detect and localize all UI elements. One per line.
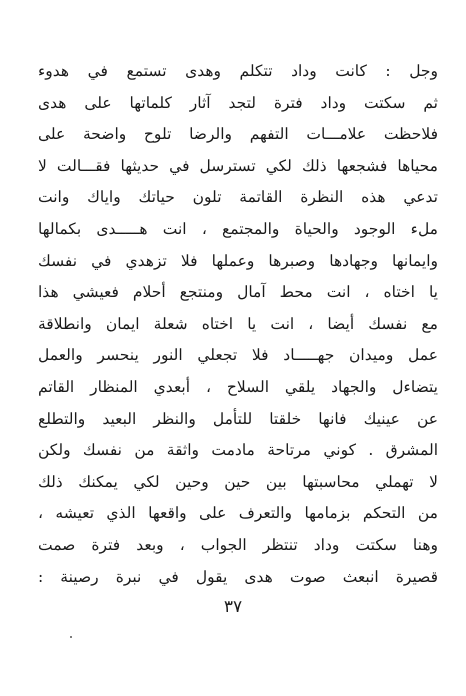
page-number: ٣٧ [223,597,243,617]
text-line: لا تهملي محاسبتها بين حين وحين لكي يمكنك ذلك [38,472,438,491]
text-line: فلاحظت علامـــات التفهم والرضا تلوح واضحة على [38,125,438,144]
paper-speck [70,636,72,638]
text-line: يتضاءل والجهاد يلقي السلاح ، أبعدي المنظار القاتم [38,377,438,396]
body-text [38,56,438,593]
text-line: محياها فشجعها ذلك لكي تسترسل في حديثها فقـــالت لا [38,156,438,175]
text-line: وايمانها وجهادها وصبرها وعملها فلا تزهدي في نفسك [38,251,438,270]
text-line: مع نفسك أيضا ، انت يا اختاه شعلة ايمان وانطلاقة [38,314,438,333]
text-line: المشرق . كوني مرتاحة مادمت واثقة من نفسك ولكن [38,441,438,460]
text-line: وجل : كانت وداد تتكلم وهدى تستمع في هدوء [38,62,438,80]
text-line: تدعي هذه النظرة القاتمة تلون حياتك واياك وانت [38,188,438,207]
text-line: قصيرة انبعث صوت هدى يقول في نبرة رصينة : [38,567,438,586]
text-line: عن عينيك فانها خلقتا للتأمل والنظر البعيد والتطلع [38,409,438,428]
text-line: من التحكم بزمامها والتعرف على واقعها الذي تعيشه ، [38,504,438,523]
text-line: ملء الوجود والحياة والمجتمع ، انت هـــــدى بكمالها [38,219,438,238]
text-line: ثم سكتت وداد فترة لتجد آثار كلماتها على هدى [38,93,438,112]
text-line: يا اختاه ، انت محط آمال ومنتجع أحلام فعيشي هذا [38,283,438,302]
text-line: وهنا سكتت وداد تنتظر الجواب ، وبعد فترة صمت [38,535,438,554]
text-line: عمل وميدان جهـــــاد فلا تجعلي النور ينحسر والعمل [38,346,438,365]
